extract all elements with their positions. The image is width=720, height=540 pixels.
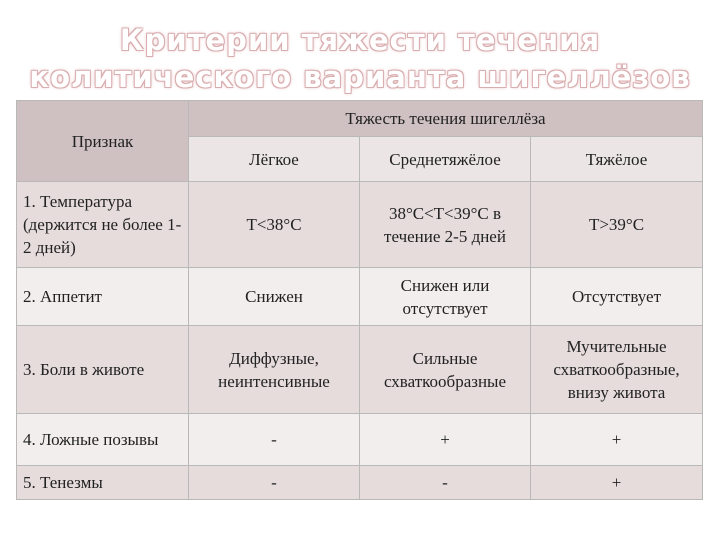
title-line-1: Критерии тяжести течения [119,23,601,57]
row-sign-label: 2. Аппетит [17,268,189,326]
severity-group-header: Тяжесть течения шигеллёза [189,101,703,137]
cell-mild: T<38°C [189,182,360,268]
row-sign-label: 4. Ложные позывы [17,414,189,466]
sign-column-header: Признак [17,101,189,182]
column-header-severe: Тяжёлое [531,137,703,182]
row-sign-label: 5. Тенезмы [17,466,189,500]
cell-moderate: - [360,466,531,500]
cell-mild: - [189,414,360,466]
cell-severe: Мучительные схваткообразные, внизу живота [531,326,703,414]
table-header-row [17,101,703,137]
cell-mild: Диффузные, неинтенсивные [189,326,360,414]
cell-mild: Снижен [189,268,360,326]
row-sign-label: 1. Температура (держится не более 1-2 дней) [17,182,189,268]
title-line-2: колитического варианта шигеллёзов [29,60,691,94]
column-header-moderate: Среднетяжёлое [360,137,531,182]
table-row [17,268,703,326]
column-header-mild: Лёгкое [189,137,360,182]
cell-moderate: Сильные схваткообразные [360,326,531,414]
cell-severe: Отсутствует [531,268,703,326]
cell-severe: + [531,414,703,466]
cell-moderate: 38°C<T<39°C в течение 2-5 дней [360,182,531,268]
cell-mild: - [189,466,360,500]
table-row [17,182,703,268]
table-row [17,414,703,466]
cell-severe: + [531,466,703,500]
table-row [17,326,703,414]
cell-moderate: Снижен или отсутствует [360,268,531,326]
row-sign-label: 3. Боли в животе [17,326,189,414]
cell-severe: T>39°C [531,182,703,268]
severity-criteria-table [16,100,703,500]
table-row [17,466,703,500]
cell-moderate: + [360,414,531,466]
slide-title [0,22,720,96]
